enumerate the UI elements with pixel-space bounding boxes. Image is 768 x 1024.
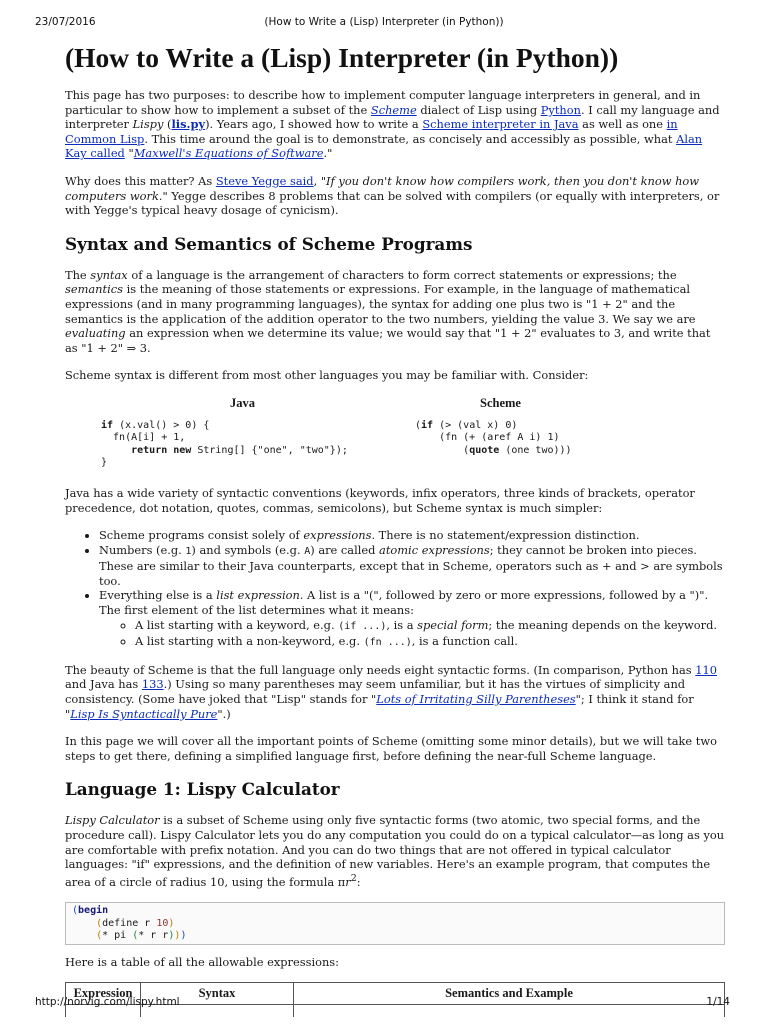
sub-list-item: ◦ A list starting with a non-keyword, e.g. (fn ...), is a function call.: [135, 634, 725, 651]
sub-list-item: ◦ A list starting with a keyword, e.g. (if ...), is a special form; the meaning depends on the keyword.: [135, 618, 725, 635]
syntax-diff-paragraph: Scheme syntax is different from most other languages you may be familiar with. Consider:: [65, 368, 589, 383]
maxwell-link[interactable]: Maxwell's Equations of Software: [133, 146, 324, 161]
syntax-heading: Syntax and Semantics of Scheme Programs: [65, 233, 473, 254]
example-program: (begin (define r 10) (* pi (* r r))): [65, 902, 725, 945]
common-lisp-link[interactable]: in Common Lisp: [65, 117, 678, 146]
table-intro: Here is a table of all the allowable expressions:: [65, 955, 339, 970]
list-item: • Numbers (e.g. 1) and symbols (e.g. A) are called atomic expressions; they cannot be broken into pieces. These are similar to their Java counterparts, except that in Scheme, operators such as + and > are symbols too.: [99, 543, 725, 589]
lots-of-parentheses-link[interactable]: Lots of Irritating Silly Parentheses: [376, 692, 576, 707]
syntax-paragraph: The syntax of a language is the arrangement of characters to form correct statements or expressions; the semantics is the meaning of those statements or expressions. For example, in the language of mathematical expressions (and in many programming languages), the syntax for adding one plus two is "1 + 2" and the semantics is the application of the addition operator to the two numbers, yielding the value 3. We say we are evaluating an expression when we determine its value; we would say that "1 + 2" evaluates to 3, and write that as "1 + 2" ⇒ 3.: [65, 267, 711, 355]
code-comparison: [65, 396, 725, 476]
page-number: 1/14: [706, 996, 730, 1008]
list-item: • Everything else is a list expression. A list is a "(", followed by zero or more expressions, followed by a ")". The first element of the list determines what it means: ◦ A list starting with a keyword, e.g. (if ...), is a special form; the meaning depends on the keyword. ◦ A list starting with a non-keyword, e.g. (fn ...), is a function call.: [99, 588, 725, 650]
syntactically-pure-link[interactable]: Lisp Is Syntactically Pure: [70, 706, 218, 721]
scheme-link[interactable]: Scheme: [370, 102, 417, 117]
article: [65, 40, 725, 1017]
sub-list: [99, 618, 725, 651]
calculator-paragraph: Lispy Calculator is a subset of Scheme using only five syntactic forms (two atomic, two special forms, and the procedure call). Lispy Calculator lets you do any computation you could do on a typical calculator—as long as you are comfortable with prefix notation. And you can do two things that are not offered in typical calculator languages: "if" expressions, and the definition of new variables. Here's an example program, that computes the area of a circle of radius 10, using the formula $\pi r^2$:: [65, 813, 725, 889]
list-item: • Scheme programs consist solely of expressions. There is no statement/expression distinction.: [99, 528, 725, 543]
column-header-semantics: Semantics and Example: [294, 982, 725, 1004]
column-header-syntax: Syntax: [141, 982, 294, 1004]
print-date: 23/07/2016: [35, 16, 96, 28]
column-header-expression: Expression: [66, 982, 141, 1004]
java-heading: Java: [230, 395, 255, 410]
scheme-heading: Scheme: [480, 395, 521, 410]
lispy-link[interactable]: lis.py: [171, 117, 206, 132]
cover-paragraph: In this page we will cover all the important points of Scheme (omitting some minor details), but we will take two steps to get there, defining a simplified language first, before defining the near-full Scheme language.: [65, 734, 717, 763]
print-title: (How to Write a (Lisp) Interpreter (in Python)): [264, 16, 504, 28]
java-interpreter-link[interactable]: Scheme interpreter in Java: [422, 117, 579, 132]
java-paragraph: Java has a wide variety of syntactic conventions (keywords, infix operators, three kinds of brackets, operator precedence, dot notation, quotes, commas, semicolons), but Scheme syntax is much simpler:: [65, 485, 695, 515]
alan-kay-link[interactable]: Alan Kay called: [65, 131, 703, 161]
python-110-link[interactable]: 110: [695, 662, 718, 677]
scheme-syntax-list: [65, 528, 725, 651]
beauty-paragraph: The beauty of Scheme is that the full language only needs eight syntactic forms. (In comparison, Python has 110 and Java has 133.) Using so many parentheses may seem unfamiliar, but it has the virtues of simplicity and consistency. (Some have joked that "Lisp" stands for "Lots of Irritating Silly Parentheses"; I think it stand for "Lisp Is Syntactically Pure".): [65, 662, 718, 721]
java-133-link[interactable]: 133: [141, 677, 164, 692]
page-url: http://norvig.com/lispy.html: [35, 996, 180, 1008]
why-paragraph: Why does this matter? As Steve Yegge said, "If you don't know how compilers work, then you don't know how computers work." Yegge describes 8 problems that can be solved with compilers (or equally with interpreters, or with Yegge's typical heavy dosage of cynicism).: [65, 173, 720, 218]
python-link[interactable]: Python: [540, 102, 581, 117]
java-code: if (x.val() > 0) { fn(A[i] + 1, return new String[] {"one", "two"}); }: [101, 419, 348, 469]
scheme-code: (if (> (val x) 0) (fn (+ (aref A i) 1) (quote (one two))): [415, 419, 572, 456]
page-title: (How to Write a (Lisp) Interpreter (in Python)): [65, 42, 619, 73]
intro-paragraph: This page has two purposes: to describe how to implement computer language interpreters in general, and in particular to show how to implement a subset of the Scheme dialect of Lisp using Python. I call my language and interpreter Lispy (lis.py). Years ago, I showed how to write a Scheme interpreter in Java as well as one in Common Lisp. This time around the goal is to demonstrate, as concisely and accessibly as possible, what Alan Kay called "Maxwell's Equations of Software.": [65, 88, 720, 161]
yegge-link[interactable]: Steve Yegge said: [215, 173, 314, 188]
language1-heading: Language 1: Lispy Calculator: [65, 779, 340, 800]
